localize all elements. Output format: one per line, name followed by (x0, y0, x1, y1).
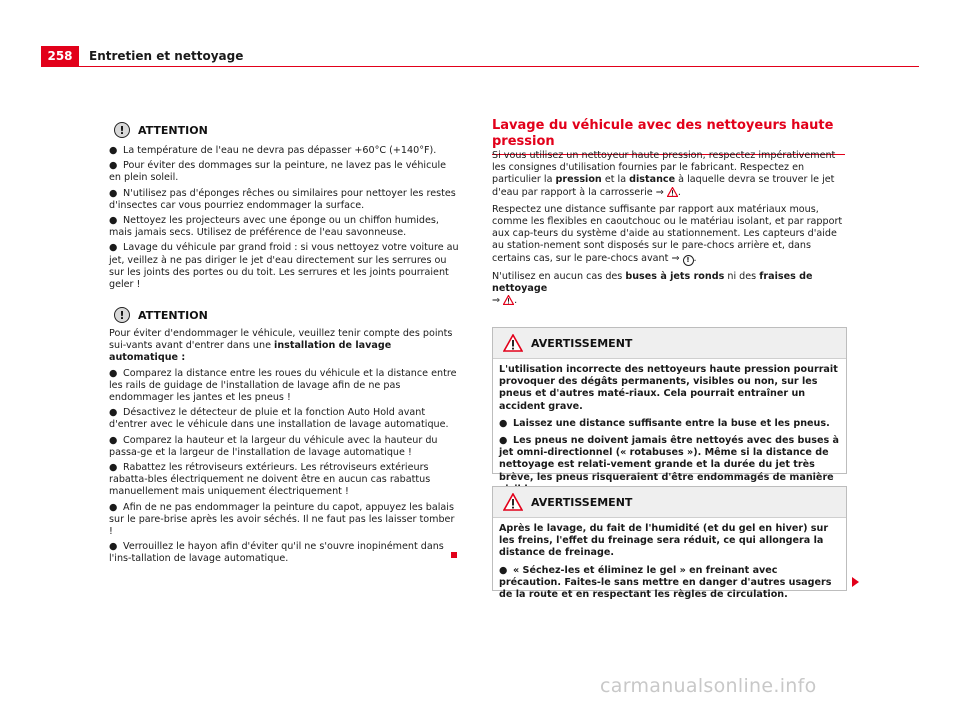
attention-title: ATTENTION (138, 123, 208, 137)
page-number: 258 (41, 46, 79, 66)
list-item: ● Laissez une distance suffisante entre la buse et les pneus. (499, 417, 830, 429)
paragraph: Si vous utilisez un nettoyeur haute pression, respectez impérativement les consignes d'utilisation fournies par le fabricant. Respectez en particulier la pression et la distance à laquelle devra se trouver le jet d'eau par rapport à la carrosserie ⇒ . (492, 150, 836, 198)
warning-triangle-icon (503, 334, 523, 352)
section-body (492, 150, 847, 307)
list-item: ● Rabattez les rétroviseurs extérieurs. Les rétroviseurs extérieurs rabatta-bles électriquement ne doivent être en aucun cas rabattus manuellement mais uniquement électriquement ! (109, 462, 431, 498)
list-item: ● Afin de ne pas endommager la peinture du capot, appuyez les balais sur le pare-brise après les avoir séchés. Il ne faut pas les laisser tomber ! (109, 501, 455, 538)
warning-header (493, 328, 846, 359)
warning-header (493, 487, 846, 518)
paragraph: N'utilisez en aucun cas des buses à jets ronds ni des fraises de nettoyage ⇒ . (492, 270, 813, 307)
warning-ref-icon (503, 295, 514, 305)
warning-triangle-icon (503, 493, 523, 511)
attention-list-1 (109, 145, 459, 291)
attention-title: ATTENTION (138, 308, 208, 322)
section-title: Lavage du véhicule avec des nettoyeurs haute pression (492, 118, 834, 149)
end-of-section-marker (451, 552, 457, 558)
list-item: ● Lavage du véhicule par grand froid : si vous nettoyez votre voiture au jet, veillez à ne pas diriger le jet d'eau directement sur les serrures ou sur les joints des portes ou du toit. Les serrures et les joints pourraient geler ! (109, 242, 459, 291)
list-item: ● « Séchez-les et éliminez le gel » en freinant avec précaution. Faites-le sans mettre en danger d'autres usagers de la route et en respectant les règles de circulation. (499, 564, 832, 601)
warning-body (493, 518, 846, 601)
attention-intro: Pour éviter d'endommager le véhicule, veuillez tenir compte des points sui-vants avant d'entrer dans une installation de lavage automatique : (109, 328, 453, 364)
warning-body (493, 359, 846, 496)
list-item: ● Nettoyez les projecteurs avec une éponge ou un chiffon humides, mais jamais secs. Utilisez de préférence de l'eau savonneuse. (109, 215, 439, 239)
list-item: ● Comparez la hauteur et la largeur du véhicule avec la hauteur du passa-ge et la largeur de l'installation de lavage automatique ! (109, 434, 438, 458)
list-item: ● Comparez la distance entre les roues du véhicule et la distance entre les rails de guidage de l'installation de lavage afin de ne pas endommager les jantes et les pneus ! (109, 367, 457, 404)
attention-icon: ! (114, 307, 130, 323)
warning-box-2 (492, 486, 847, 601)
running-title: Entretien et nettoyage (89, 49, 244, 63)
attention-header (114, 304, 464, 326)
list-item: ● Verrouillez le hayon afin d'éviter qu'il ne s'ouvre inopinément dans l'ins-tallation de lavage automatique. (109, 541, 444, 565)
attention-block-2 (114, 304, 464, 326)
list-item: ● La température de l'eau ne devra pas dépasser +60°C (+140°F). (109, 145, 437, 156)
continued-arrow-icon (852, 577, 859, 587)
warning-title: AVERTISSEMENT (531, 495, 633, 509)
attention-header (114, 119, 464, 141)
attention-block-1 (114, 119, 464, 141)
list-item: ● Les pneus ne doivent jamais être nettoyés avec des buses à jet omni-directionnel (« rotabuses »). Même si la distance de nettoyage est relati-vement grande et la durée du jet très brève, les pneus risqueraient d'être endommagés de manière (499, 435, 839, 483)
warning-intro: L'utilisation incorrecte des nettoyeurs haute pression pourrait provoquer des dégâts permanents, visibles ou non, sur les pneus et d'autres maté-riaux. Cela pourrait entraîner un accident grave. (499, 364, 838, 412)
attention-ref-icon: ! (683, 255, 694, 266)
warning-intro: Après le lavage, du fait de l'humidité (et du gel en hiver) sur les freins, l'effet du freinage sera réduit, ce qui allongera la distance de freinage. (499, 523, 829, 559)
list-item: ● Pour éviter des dommages sur la peinture, ne lavez pas le véhicule en plein soleil. (109, 160, 447, 184)
list-item: ● Désactivez le détecteur de pluie et la fonction Auto Hold avant d'entrer avec le véhicule dans une installation de lavage automatique. (109, 407, 449, 431)
header-rule (41, 66, 919, 67)
warning-title: AVERTISSEMENT (531, 336, 633, 350)
warning-ref-icon (667, 187, 678, 197)
warning-box-1 (492, 327, 847, 483)
attention-icon: ! (114, 122, 130, 138)
list-item: ● N'utilisez pas d'éponges rêches ou similaires pour nettoyer les restes d'insectes car vous pourriez endommager la surface. (109, 187, 456, 211)
attention-list-2 (109, 328, 459, 566)
paragraph: Respectez une distance suffisante par rapport aux matériaux mous, comme les flexibles en caoutchouc ou le matériau isolant, et par rapport aux cap-teurs du système d'aide au stationnement. Les capteurs d'aide au station-nement sont disposés sur le pare-chocs arrière et, dans certains cas, sur le pare-chocs avant ⇒ ! . (492, 203, 843, 264)
watermark: carmanualsonline.info (600, 675, 817, 697)
